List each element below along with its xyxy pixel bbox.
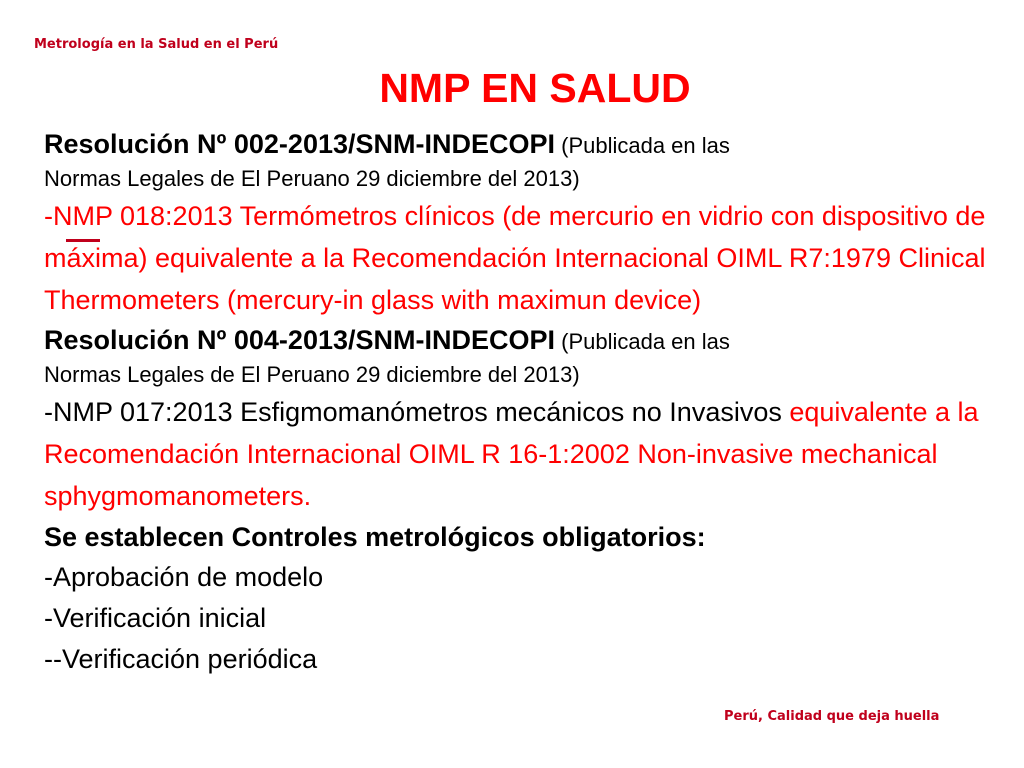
resolution-2-label: Resolución Nº 004-2013/SNM-INDECOPI [44,325,555,355]
nmp-017-title: -NMP 017:2013 Esfigmomanómetros mecánicos no Invasivos [44,397,782,427]
resolution-2-heading [44,321,994,361]
nmp-017-description [44,391,994,517]
resolution-1-label: Resolución Nº 002-2013/SNM-INDECOPI [44,129,555,159]
controls-heading: Se establecen Controles metrológicos obligatorios: [44,522,706,552]
resolution-1-publication-cont: Normas Legales de El Peruano 29 diciembre del 2013) [44,166,580,191]
header-tagline: Metrología en la Salud en el Perú [34,37,279,52]
resolution-2-publication-cont: Normas Legales de El Peruano 29 diciembre del 2013) [44,362,580,387]
controls-item: --Verificación periódica [44,644,318,674]
footer-tagline: Perú, Calidad que deja huella [724,709,940,724]
resolution-1-publication: (Publicada en las [555,133,730,158]
nmp-017-equivalence: equivalente a la Recomendación Internacional OIML R 16-1:2002 Non-invasive mechanical sphygmomanometers. [44,397,979,511]
slide-content [44,125,994,680]
resolution-1-heading [44,125,994,165]
underline-mark [66,239,100,242]
nmp-018-description: -NMP 018:2013 Termómetros clínicos (de mercurio en vidrio con dispositivo de máxima) equivalente a la Recomendación Internacional OIML R7:1979 Clinical Thermometers (mercury-in glass with maximun device) [44,201,986,315]
slide-title: NMP EN SALUD [379,65,691,111]
controls-item: -Aprobación de modelo [44,562,324,592]
controls-item: -Verificación inicial [44,603,267,633]
resolution-2-publication: (Publicada en las [555,329,730,354]
